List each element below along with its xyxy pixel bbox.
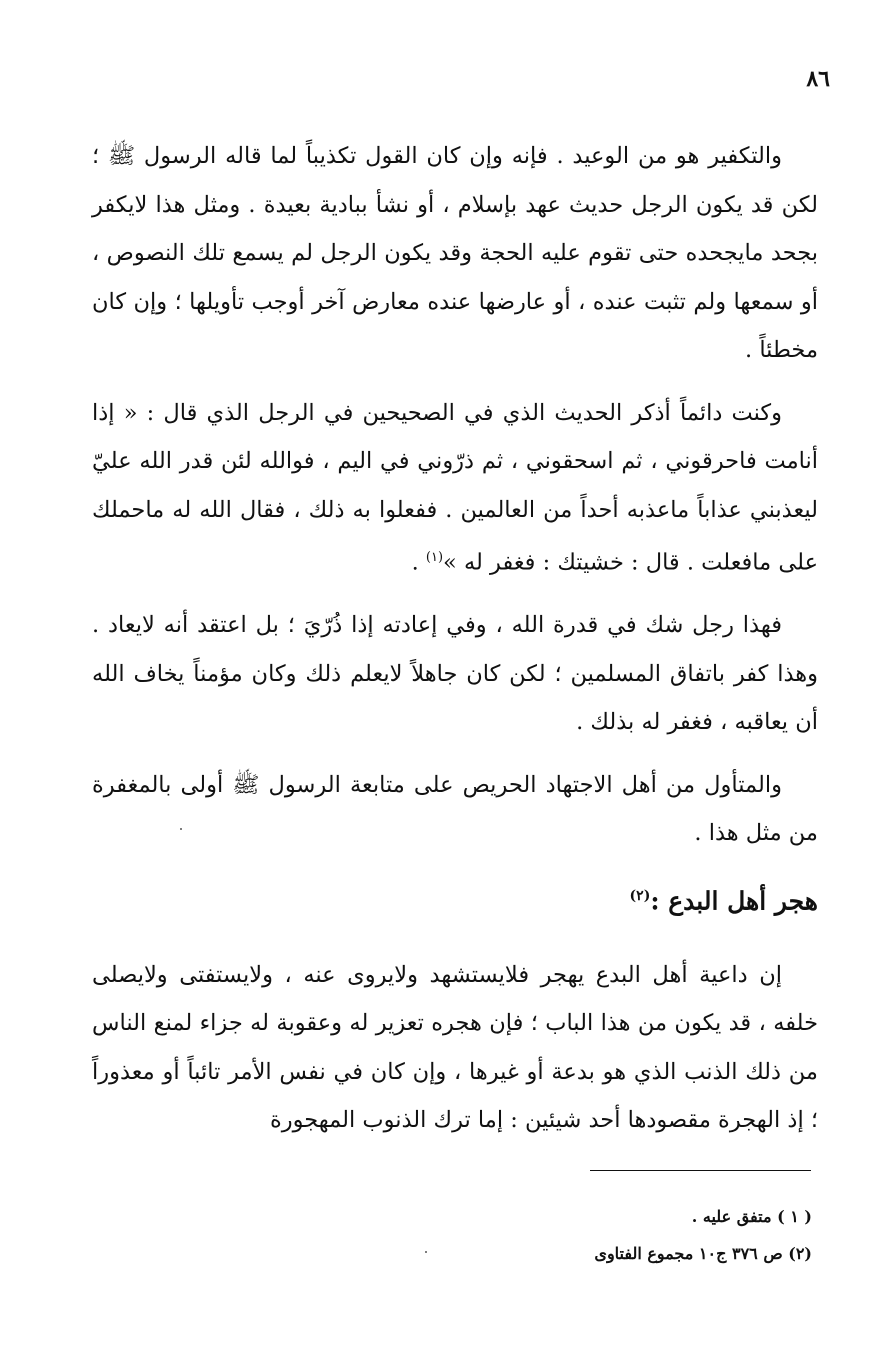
footnote-ref-1[interactable]: (١) <box>425 550 444 565</box>
scan-speck <box>180 828 182 830</box>
paragraph-2-text: وكنت دائماً أذكر الحديث الذي في الصحيحين في الرجل الذي قال : « إذا أنامت فاحرقوني ، ثم اسحقوني ، ثم ذرّوني في اليم ، فوالله لئن قدر الله عليّ ليعذبني عذاباً ماعذبه أحداً من العالمين . ففعلوا به ذلك ، فقال الله له ماحملك على مافعلت . قال : خشيتك : فغفر له » <box>92 399 818 576</box>
footnote-2: (٢) ص ٣٧٦ ج١٠ مجموع الفتاوى <box>594 1244 812 1263</box>
paragraph-4: والمتأول من أهل الاجتهاد الحريص على متابعة الرسول ﷺ أولى بالمغفرة من مثل هذا . <box>92 771 818 846</box>
paragraph-2 <box>92 389 818 588</box>
footnote-ref-2[interactable]: (٢) <box>629 887 651 904</box>
section-heading <box>92 872 818 925</box>
paragraph-1: والتكفير هو من الوعيد . فإنه وإن كان القول تكذيباً لما قاله الرسول ﷺ ؛ لكن قد يكون الرجل حديث عهد بإسلام ، أو نشأ ببادية بعيدة . ومثل هذا لايكفر بجحد مايجحده حتى تقوم عليه الحجة وقد يكون الرجل لم يسمع تلك النصوص ، أو سمعها ولم تثبت عنده ، أو عارضها عنده معارض آخر أوجب تأويلها ؛ وإن كان مخطئاً . <box>92 143 818 363</box>
scan-speck <box>425 1251 427 1253</box>
paragraph-5: إن داعية أهل البدع يهجر فلايستشهد ولايروى عنه ، ولايستفتى ولايصلى خلفه ، قد يكون من هذا الباب ؛ فإن هجره تعزير له وعقوبة له جزاء لمنع الناس من ذلك الذنب الذي هو بدعة أو غيرها ، وإن كان في نفس الأمر تائباً أو معذوراً ؛ إذ الهجرة مقصودها أحد شيئين : إما ترك الذنوب المهجورة <box>92 961 818 1134</box>
page-body <box>92 132 818 1159</box>
paragraph-3: فهذا رجل شك في قدرة الله ، وفي إعادته إذا ذُرّيَ ؛ بل اعتقد أنه لايعاد . وهذا كفر باتفاق المسلمين ؛ لكن كان جاهلاً لايعلم ذلك وكان مؤمناً يخاف الله أن يعاقبه ، فغفر له بذلك . <box>92 612 818 735</box>
section-heading-text: هجر أهل البدع : <box>650 885 818 915</box>
footnote-divider <box>590 1170 811 1171</box>
page-number: ٨٦ <box>806 66 830 92</box>
paragraph-2-end: . <box>411 549 426 576</box>
footnotes <box>300 1198 812 1272</box>
footnote-1: ( ١ ) متفق عليه . <box>691 1207 812 1226</box>
